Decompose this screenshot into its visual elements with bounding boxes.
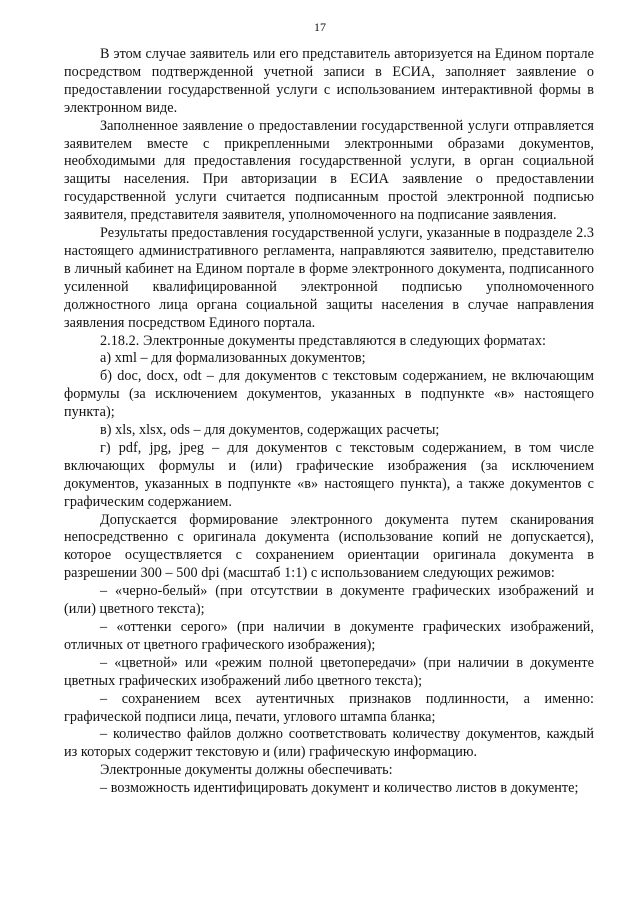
list-item-xml: а) xml – для формализованных документов; — [100, 350, 366, 367]
paragraph-results: Результаты предоставления государственной услуги, указанные в подразделе 2.3 настоящего административного регламента, направляются заявителю, представителю в личный кабинет на Едином портале в форме электронного документа, подписанного усиленной квалифицированной электронной подписью уполномоченного должностного лица органа социальной защиты населения в случае направления заявления посредством Единого портала. — [64, 225, 594, 331]
list-item-grayscale: – «оттенки серого» (при наличии в документе графических изображений, отличных от цветного графического изображения); — [64, 619, 594, 653]
list-item-doc: б) doc, docx, odt – для документов с текстовым содержанием, не включающим формулы (за исключением документов, указанных в подпункте «в» настоящего пункта); — [64, 368, 594, 421]
list-item-xls: в) xls, xlsx, ods – для документов, содержащих расчеты; — [100, 422, 440, 439]
paragraph-requirements-intro: Электронные документы должны обеспечивать: — [100, 762, 393, 779]
list-item-black-white: – «черно-белый» (при отсутствии в документе графических изображений и (или) цветного текста); — [64, 583, 594, 618]
paragraph-completed-application: Заполненное заявление о предоставлении государственной услуги отправляется заявителем вместе с прикрепленными электронными образами документов, необходимыми для предоставления государственной услуги, в орган социальной защиты населения. При авторизации в ЕСИА заявление о предоставлении государственной услуги считается подписанным простой электронной подписью заявителя, представителя заявителя, уполномоченного на подписание заявления. — [64, 117, 594, 224]
page-number: 17 — [314, 20, 326, 34]
paragraph-formats-intro: 2.18.2. Электронные документы представляются в следующих форматах: — [100, 332, 547, 349]
list-item-authenticity: – сохранением всех аутентичных признаков подлинности, а именно: графической подписи лица, печати, углового штампа бланка; — [64, 690, 594, 725]
list-item-file-count: – количество файлов должно соответствовать количеству документов, каждый из которых содержит текстовую и (или) графическую информацию. — [64, 726, 594, 761]
paragraph-authorization: В этом случае заявитель или его представитель авторизуется на Едином портале посредством подтвержденной учетной записи в ЕСИА, заполняет заявление о предоставлении государственной услуги с использованием интерактивной формы в электронном виде. — [64, 46, 594, 116]
paragraph-scanning: Допускается формирование электронного документа путем сканирования непосредственно с оригинала документа (использование копий не допускается), которое осуществляется с сохранением ориентации оригинала документа в разрешении 300 – 500 dpi (масштаб 1:1) с использованием следующих режимов: — [64, 511, 594, 582]
list-item-pdf: г) pdf, jpg, jpeg – для документов с текстовым содержанием, в том числе включающих формулы и (или) графические изображения (за исключением документов, указанных в подпункте «в» настоящего пункта), а также документов с графическим содержанием. — [64, 439, 594, 510]
list-item-color: – «цветной» или «режим полной цветопередачи» (при наличии в документе цветных графических изображений либо цветного текста); — [64, 654, 594, 689]
document-body — [64, 46, 594, 798]
list-item-identification: – возможность идентифицировать документ и количество листов в документе; — [100, 780, 579, 797]
